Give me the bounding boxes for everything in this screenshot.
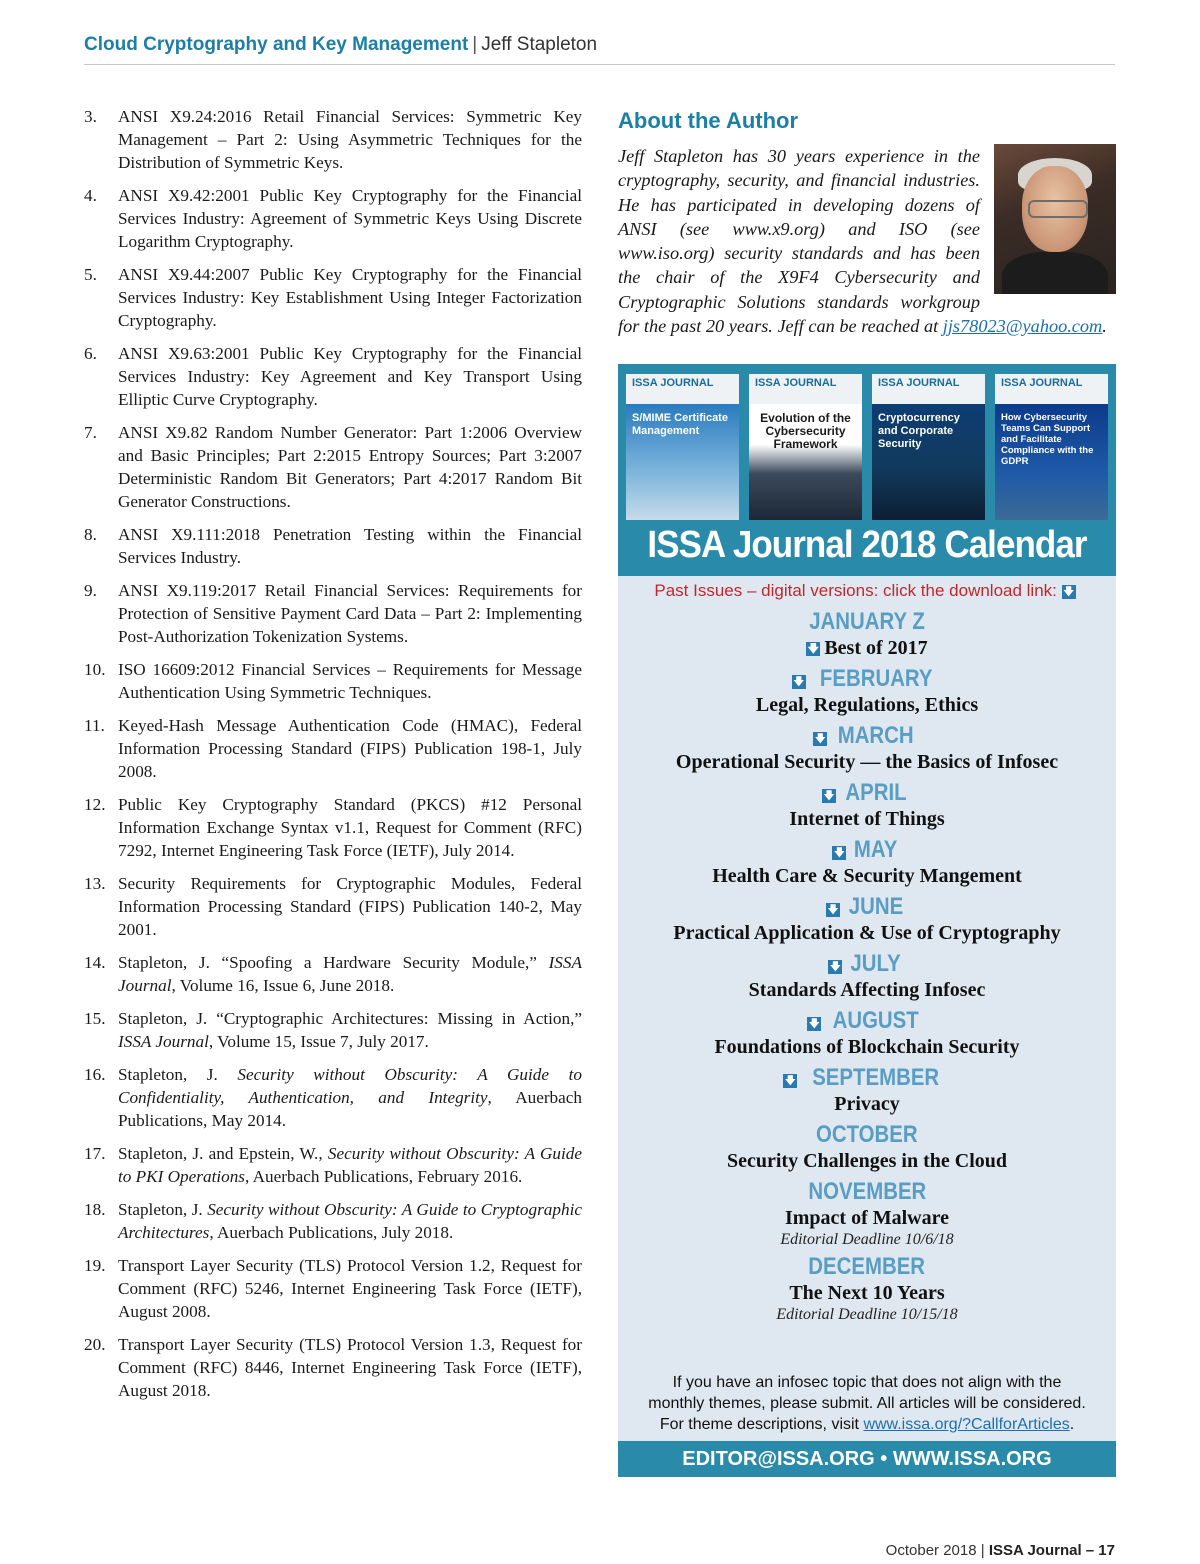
month-name-row [618, 1253, 1116, 1281]
download-icon[interactable]: 🡇 [808, 1017, 820, 1031]
month-name: MARCH [838, 722, 914, 749]
reference-item [84, 1333, 582, 1402]
download-icon[interactable]: 🡇 [1062, 584, 1075, 598]
page-header [84, 34, 1115, 65]
reference-text-post: , Auerbach Publications, July 2018. [209, 1223, 454, 1242]
month-name: MAY [854, 836, 898, 863]
reference-number: 15. [84, 1009, 106, 1028]
month-name-row [618, 1064, 1116, 1092]
reference-text: Transport Layer Security (TLS) Protocol Version 1.2, Request for Comment (RFC) 5246, Internet Engineering Task Force (IETF), August 2008. [118, 1256, 582, 1321]
header-author: Jeff Stapleton [481, 34, 598, 55]
calendar-footer[interactable]: EDITOR@ISSA.ORG • WWW.ISSA.ORG [618, 1441, 1116, 1477]
month-theme-row [618, 807, 1116, 832]
reference-text-pre: Stapleton, J. “Spoofing a Hardware Security Module,” [118, 953, 549, 972]
reference-number: 14. [84, 953, 106, 972]
month-name-row [618, 836, 1116, 864]
month-name: OCTOBER [816, 1121, 918, 1148]
reference-text [118, 951, 582, 997]
journal-cover[interactable] [995, 374, 1108, 520]
month-theme-row [618, 636, 1116, 661]
note-end: . [1069, 1416, 1075, 1433]
month-name: AUGUST [832, 1007, 920, 1034]
month-name: NOVEMBER [808, 1178, 926, 1205]
month-theme-row [618, 978, 1116, 1003]
month-theme-row [618, 693, 1116, 718]
journal-cover[interactable] [872, 374, 985, 520]
month-theme: Standards Affecting Infosec [748, 979, 986, 1001]
reference-item [84, 1142, 582, 1188]
month-theme-row [618, 1206, 1116, 1231]
month-name-row [618, 608, 1116, 636]
calendar-month [618, 1178, 1116, 1249]
month-name-row [618, 1178, 1116, 1206]
download-icon[interactable]: 🡇 [823, 789, 835, 803]
month-theme: Best of 2017 [824, 637, 928, 659]
reference-number: 17. [84, 1144, 106, 1163]
month-name: APRIL [845, 779, 907, 806]
reference-item [84, 658, 582, 704]
month-theme: Practical Application & Use of Cryptography [673, 922, 1061, 944]
calendar-subtitle-text: Past Issues – digital versions: click the download link: [654, 581, 1057, 600]
note-line-3 [628, 1414, 1106, 1435]
download-icon[interactable]: 🡇 [814, 732, 826, 746]
header-separator: | [472, 34, 478, 55]
download-icon[interactable]: 🡇 [829, 960, 842, 974]
reference-item [84, 1007, 582, 1053]
call-for-articles-link[interactable]: www.issa.org/?CallforArticles [863, 1416, 1070, 1433]
reference-title-italic: Security without Obscurity: A Guide to Cryptographic Architectures [118, 1200, 582, 1242]
month-name: SEPTEMBER [812, 1064, 940, 1091]
reference-text-pre: Stapleton, J. [118, 1065, 238, 1084]
cover-title: Cryptocurrency and Corporate Security [878, 412, 960, 450]
reference-text [118, 1198, 582, 1244]
month-name-row [618, 779, 1116, 807]
note-line-1: If you have an infosec topic that does not align with the [672, 1374, 1062, 1391]
journal-cover[interactable] [626, 374, 739, 520]
reference-text: Keyed-Hash Message Authentication Code (HMAC), Federal Information Processing Standard (FIPS) Publication 198-1, July 2008. [118, 716, 582, 781]
month-theme-row [618, 1035, 1116, 1060]
calendar-month [618, 1007, 1116, 1060]
reference-number: 10. [84, 660, 106, 679]
reference-list [84, 105, 582, 1412]
reference-text [118, 1007, 582, 1053]
calendar-month [618, 779, 1116, 832]
reference-number: 18. [84, 1200, 106, 1219]
reference-title-italic: ISSA Journal [118, 1032, 209, 1051]
calendar-banner [618, 364, 1116, 576]
calendar-month [618, 1064, 1116, 1117]
reference-item [84, 263, 582, 332]
reference-item [84, 951, 582, 997]
month-name-row [618, 665, 1116, 693]
calendar-month [618, 893, 1116, 946]
download-icon[interactable]: 🡇 [793, 675, 805, 689]
reference-item [84, 421, 582, 513]
reference-number: 7. [84, 423, 97, 442]
reference-number: 20. [84, 1335, 106, 1354]
reference-text-post: , Auerbach Publications, February 2016. [245, 1167, 523, 1186]
reference-number: 16. [84, 1065, 106, 1084]
month-theme-row [618, 1149, 1116, 1174]
month-deadline: Editorial Deadline 10/15/18 [776, 1306, 958, 1323]
month-name: DECEMBER [808, 1253, 926, 1280]
reference-text: ANSI X9.119:2017 Retail Financial Services: Requirements for Protection of Sensitive Payment Card Data – Part 2: Implementing Post-Authorization Tokenization Systems. [118, 581, 582, 646]
reference-item [84, 1063, 582, 1132]
reference-item [84, 105, 582, 174]
month-name-row [618, 1007, 1116, 1035]
month-list [618, 608, 1116, 1328]
reference-text-post: , Auerbach Publications, May 2014. [118, 1088, 583, 1130]
reference-text: Security Requirements for Cryptographic Modules, Federal Information Processing Standard (FIPS) Publication 140-2, May 2001. [118, 874, 582, 939]
reference-number: 8. [84, 525, 97, 544]
cover-title: How Cybersecurity Teams Can Support and Facilitate Compliance with the GDPR [1001, 412, 1094, 467]
calendar-note [628, 1372, 1106, 1435]
calendar-month [618, 722, 1116, 775]
footer-sep: | [980, 1542, 985, 1559]
month-theme: Internet of Things [789, 808, 945, 830]
month-theme: Security Challenges in the Cloud [726, 1150, 1008, 1172]
reference-number: 13. [84, 874, 106, 893]
reference-text: ANSI X9.82 Random Number Generator: Part 1:2006 Overview and Basic Principles; Part 2:2015 Entropy Sources; Part 3:2007 Deterministic Random Bit Generators; Part 4:2017 Random Bit Generator Constructions. [118, 423, 582, 511]
cover-title: Evolution of the Cybersecurity Framework [760, 411, 851, 451]
cover-masthead: ISSA JOURNAL [749, 374, 862, 404]
reference-item [84, 1254, 582, 1323]
page-footer [886, 1542, 1115, 1559]
month-theme: Foundations of Blockchain Security [714, 1036, 1020, 1058]
month-theme-row [618, 921, 1116, 946]
calendar-month [618, 608, 1116, 661]
reference-item [84, 714, 582, 783]
reference-title-italic: ISSA Journal [118, 953, 582, 995]
note-line-2: monthly themes, please submit. All articles will be considered. [648, 1395, 1086, 1412]
cover-masthead: ISSA JOURNAL [626, 374, 739, 404]
month-name: JULY [850, 950, 902, 977]
reference-title-italic: Security without Obscurity: A Guide to Confidentiality, Authentication, and Integrity [118, 1065, 582, 1107]
calendar-month [618, 950, 1116, 1003]
reference-text: ANSI X9.63:2001 Public Key Cryptography for the Financial Services Industry: Key Agreement and Key Transport Using Elliptic Curve Cryptography. [118, 344, 582, 409]
month-name-row [618, 893, 1116, 921]
reference-text: ANSI X9.42:2001 Public Key Cryptography for the Financial Services Industry: Agreement of Symmetric Keys Using Discrete Logarithm Cryptography. [118, 186, 582, 251]
cover-masthead: ISSA JOURNAL [872, 374, 985, 404]
calendar-month [618, 1121, 1116, 1174]
month-theme-row [618, 1092, 1116, 1117]
about-title: About the Author [618, 108, 799, 133]
reference-number: 3. [84, 107, 97, 126]
calendar-subtitle [618, 581, 1116, 601]
reference-text: ANSI X9.44:2007 Public Key Cryptography for the Financial Services Industry: Key Establishment Using Integer Factorization Cryptography. [118, 265, 582, 330]
reference-number: 4. [84, 186, 97, 205]
month-theme-row [618, 750, 1116, 775]
author-photo [994, 144, 1116, 294]
cover-title: S/MIME Certificate Management [632, 412, 728, 437]
author-email-link[interactable]: jjs78023@yahoo.com [942, 316, 1103, 337]
about-author [618, 108, 1116, 338]
calendar-month [618, 1253, 1116, 1324]
reference-number: 12. [84, 795, 106, 814]
reference-text-post: , Volume 16, Issue 6, June 2018. [171, 976, 395, 995]
reference-text [118, 1063, 582, 1132]
note-line-3-text: For theme descriptions, visit [659, 1416, 864, 1433]
month-name-row [618, 950, 1116, 978]
footer-journal: ISSA Journal – 17 [988, 1542, 1115, 1559]
month-name: JANUARY Z [809, 608, 925, 635]
reference-number: 11. [84, 716, 105, 735]
download-icon[interactable]: 🡇 [833, 846, 846, 860]
issa-calendar-ad [618, 364, 1116, 1477]
month-name: JUNE [848, 893, 904, 920]
month-theme-row [618, 1281, 1116, 1306]
reference-text: Public Key Cryptography Standard (PKCS) #12 Personal Information Exchange Syntax v1.1, Request for Comment (RFC) 7292, Internet Engineering Task Force (IETF), July 2014. [118, 795, 582, 860]
reference-item [84, 184, 582, 253]
cover-masthead: ISSA JOURNAL [995, 374, 1108, 404]
reference-number: 9. [84, 581, 97, 600]
month-theme-row [618, 864, 1116, 889]
reference-item [84, 872, 582, 941]
footer-date: October 2018 [885, 1542, 977, 1559]
about-end: . [1102, 316, 1107, 337]
reference-text: ISO 16609:2012 Financial Services – Requirements for Message Authentication Using Symmetric Techniques. [118, 660, 582, 702]
calendar-month [618, 836, 1116, 889]
download-icon[interactable]: 🡇 [784, 1074, 796, 1088]
reference-text-pre: Stapleton, J. [118, 1200, 208, 1219]
reference-number: 6. [84, 344, 97, 363]
reference-item [84, 1198, 582, 1244]
about-body: Jeff Stapleton has 30 years experience in the cryptography, security, and financial industries. He has participated in developing dozens of ANSI (see www.x9.org) and ISO (see www.iso.org) security standards and has been the chair of the X9F4 Cybersecurity and Cryptographic Solutions standards workgroup for the past 20 years. Jeff can be reached at [618, 146, 980, 337]
reference-text: Transport Layer Security (TLS) Protocol Version 1.3, Request for Comment (RFC) 8446, Internet Engineering Task Force (IETF), August 2018. [118, 1335, 582, 1400]
journal-cover[interactable] [749, 374, 862, 520]
month-name: FEBRUARY [819, 665, 933, 692]
reference-number: 5. [84, 265, 97, 284]
reference-text-pre: Stapleton, J. “Cryptographic Architectures: Missing in Action,” [118, 1009, 582, 1028]
download-icon[interactable]: 🡇 [807, 642, 819, 656]
calendar-month [618, 665, 1116, 718]
month-name-row [618, 1121, 1116, 1149]
reference-item [84, 793, 582, 862]
reference-item [84, 579, 582, 648]
reference-text-pre: Stapleton, J. and Epstein, W., [118, 1144, 328, 1163]
month-theme: Health Care & Security Mangement [712, 865, 1022, 887]
month-theme: Impact of Malware [784, 1207, 950, 1229]
reference-item [84, 523, 582, 569]
month-theme: Operational Security — the Basics of Infosec [675, 751, 1059, 773]
month-name-row [618, 722, 1116, 750]
reference-title-italic: Security without Obscurity: A Guide to PKI Operations [118, 1144, 582, 1186]
reference-item [84, 342, 582, 411]
reference-text: ANSI X9.24:2016 Retail Financial Services: Symmetric Key Management – Part 2: Using Asymmetric Techniques for the Distribution of Symmetric Keys. [118, 107, 582, 172]
month-theme: Privacy [834, 1093, 900, 1115]
month-deadline: Editorial Deadline 10/6/18 [780, 1231, 954, 1248]
calendar-title: ISSA Journal 2018 Calendar [647, 524, 1087, 566]
reference-text: ANSI X9.111:2018 Penetration Testing within the Financial Services Industry. [118, 525, 582, 567]
month-theme: Legal, Regulations, Ethics [755, 694, 979, 716]
journal-covers [626, 374, 1108, 520]
reference-text [118, 1142, 582, 1188]
reference-number: 19. [84, 1256, 106, 1275]
reference-text-post: , Volume 15, Issue 7, July 2017. [208, 1032, 429, 1051]
header-title: Cloud Cryptography and Key Management [84, 34, 469, 55]
month-theme: The Next 10 Years [789, 1282, 945, 1304]
download-icon[interactable]: 🡇 [827, 903, 839, 917]
